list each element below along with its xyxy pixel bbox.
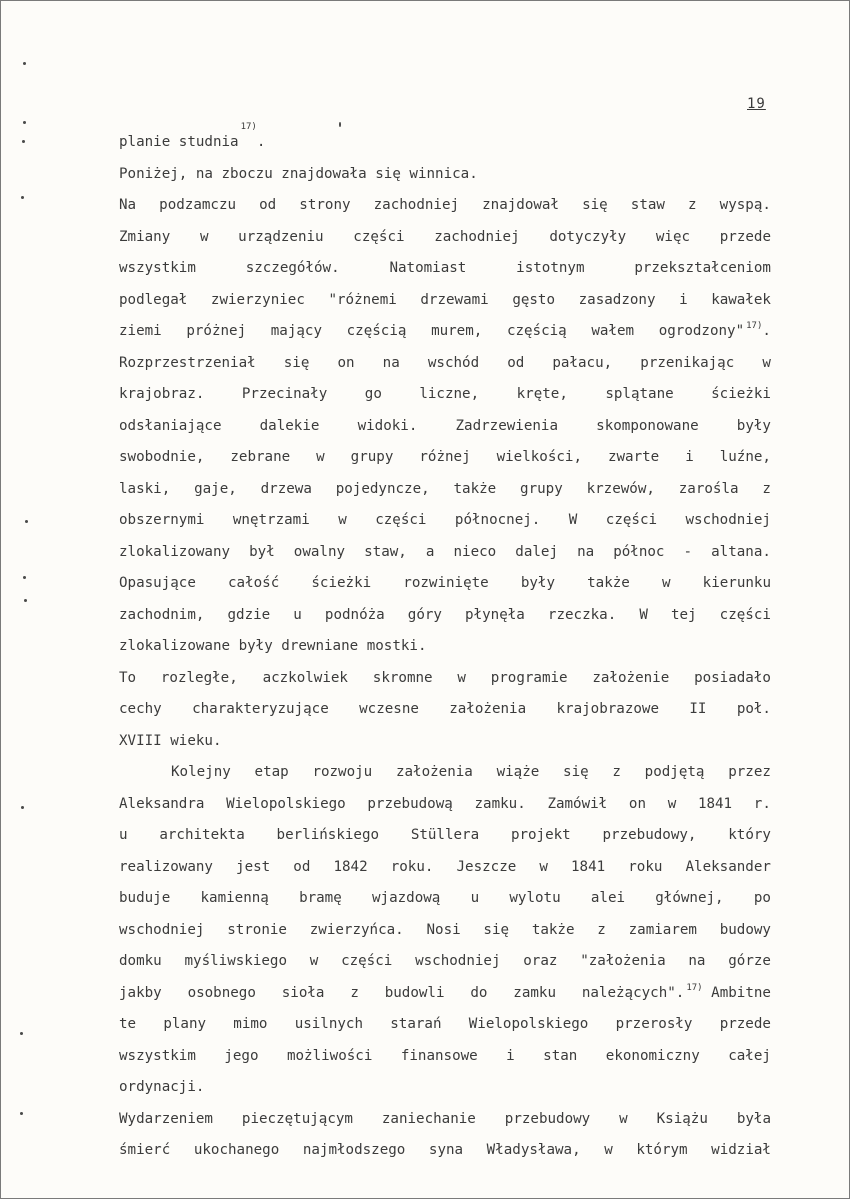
word: wszystkim: [119, 260, 196, 276]
word: buduje: [119, 890, 171, 906]
word: a: [425, 543, 435, 560]
word: przez: [728, 764, 771, 780]
word: całość: [228, 575, 280, 591]
text-line: [119, 663, 771, 695]
word: 1841: [697, 795, 733, 812]
word: realizowany: [119, 858, 213, 875]
word: części: [353, 228, 405, 245]
word: na: [577, 543, 595, 560]
word: bramę: [299, 890, 342, 906]
word: wnętrzami: [232, 512, 310, 528]
word: wjazdową: [372, 890, 441, 906]
text-line: [119, 820, 771, 852]
word: zamku.: [474, 795, 526, 812]
word: liczne,: [419, 386, 480, 402]
word: części: [375, 512, 427, 528]
word: ukochanego: [193, 1142, 280, 1158]
word: z: [597, 921, 606, 938]
word: wyspą.: [719, 197, 771, 213]
word: Zadrzewienia: [455, 417, 559, 434]
word: wiąże: [496, 764, 540, 780]
word: się: [563, 764, 589, 780]
word: na: [688, 953, 706, 969]
word: szczegółów.: [245, 260, 340, 276]
word: syna: [428, 1142, 464, 1158]
scan-speck: [21, 196, 24, 199]
word: staw,: [364, 543, 407, 560]
text-line: [119, 726, 771, 758]
footnote-reference: 17): [686, 982, 703, 993]
word: przebudowy,: [602, 827, 697, 843]
word: finansowe: [400, 1047, 478, 1064]
word: w: [762, 354, 771, 371]
word: wschodniej: [685, 512, 771, 528]
text-line: [119, 379, 771, 411]
word: projekt: [510, 827, 571, 843]
word: splątane: [605, 386, 674, 402]
word: północnej.: [454, 512, 541, 528]
word: odsłaniające: [119, 417, 222, 434]
word: Opasujące: [119, 575, 196, 591]
word: owalny: [293, 543, 346, 560]
word: w: [338, 512, 347, 528]
word: przede: [719, 228, 771, 245]
word: usilnych: [294, 1016, 364, 1032]
word: przekształceniom: [634, 260, 771, 276]
word: programie: [490, 669, 568, 686]
word: on: [337, 354, 355, 371]
text-line: [119, 474, 771, 506]
word: wschodniej: [119, 921, 205, 938]
word: przenikając: [640, 354, 735, 371]
word: alei: [590, 890, 626, 906]
word: od: [507, 354, 525, 371]
word: od: [259, 197, 277, 213]
text-line: [119, 537, 771, 569]
word: Stüllera: [410, 827, 480, 843]
word: śmierć: [119, 1142, 171, 1158]
word: ekonomiczny: [605, 1047, 700, 1064]
word: skomponowane: [596, 417, 699, 434]
word: posiadało: [694, 669, 771, 686]
word: w: [619, 1110, 628, 1127]
word: w: [661, 575, 671, 591]
text-line: [119, 946, 771, 978]
word: po: [753, 890, 771, 906]
word: w: [316, 449, 325, 465]
word: i: [506, 1047, 515, 1064]
word: wylotu: [509, 890, 561, 906]
word: Przecinały: [241, 386, 328, 402]
word: Jeszcze: [456, 858, 517, 875]
word: urządzeniu: [238, 228, 324, 245]
word: założenia: [395, 764, 473, 780]
line-text: zlokalizowane były drewniane mostki.: [119, 638, 427, 654]
word: zwarte: [607, 449, 660, 465]
word: plany: [163, 1016, 207, 1032]
word: dalekie: [259, 417, 320, 434]
text-line: [119, 411, 771, 443]
word: luźne,: [719, 449, 771, 465]
word: "różnemi: [328, 291, 397, 308]
word: cechy: [119, 701, 162, 717]
word: i: [685, 449, 694, 465]
word: była: [736, 1110, 771, 1127]
word: kierunku: [702, 575, 771, 591]
word: murem,: [431, 323, 483, 339]
word: Zmiany: [119, 228, 171, 245]
word: całej: [728, 1047, 771, 1064]
text-line: [119, 568, 771, 600]
word: założenia: [449, 701, 527, 717]
word: osobnego: [187, 984, 256, 1001]
word: na: [382, 354, 400, 371]
word: architekta: [159, 827, 245, 843]
word: mający: [270, 323, 323, 339]
text-line: [119, 1009, 771, 1041]
word: istotnym: [516, 260, 585, 276]
scan-speck: [25, 520, 28, 523]
word: To: [119, 669, 137, 686]
word: Nosi: [426, 921, 461, 938]
word: którym: [636, 1142, 688, 1158]
word: wczesne: [359, 701, 419, 717]
word: tej: [670, 606, 697, 623]
word: płynęła: [465, 606, 525, 623]
word: go: [364, 386, 382, 402]
line-text: XVIII wieku.: [119, 732, 222, 749]
word: Natomiast: [389, 260, 467, 276]
text-line: [119, 253, 771, 285]
word: z: [612, 764, 621, 780]
word: Wielopolskiego: [226, 795, 346, 812]
word: się: [582, 197, 608, 213]
text-line: [119, 757, 771, 789]
word: w: [309, 953, 319, 969]
word: jego: [224, 1047, 259, 1064]
word: przebudową: [367, 795, 453, 812]
text-line: [119, 1104, 771, 1136]
word: stan: [543, 1047, 578, 1064]
word: który: [728, 827, 771, 843]
word: podjętą: [644, 764, 705, 780]
word: starań: [390, 1016, 442, 1032]
word: Aleksander: [685, 858, 771, 875]
word: kręte,: [516, 386, 568, 402]
word: skromne: [372, 669, 433, 686]
word: Zamówił: [547, 795, 608, 812]
word: budowy: [719, 921, 771, 938]
text-line: [119, 1041, 771, 1073]
line-text: planie studnia: [119, 134, 239, 150]
word: zachodniej: [434, 228, 520, 245]
word: pojedyncze,: [335, 480, 430, 497]
word: stronie: [227, 921, 287, 938]
word: swobodnie,: [119, 449, 205, 465]
word: do: [470, 984, 488, 1001]
line-text-tail: Ambitne: [702, 984, 771, 1001]
word: góry: [407, 606, 442, 623]
page-number: 19: [747, 96, 766, 112]
word: strony: [299, 197, 351, 213]
scan-speck: [24, 599, 27, 602]
word: Wydarzeniem: [119, 1110, 213, 1127]
word: głównej,: [655, 890, 724, 906]
word: oraz: [523, 953, 558, 969]
word: nieco: [453, 543, 497, 560]
word: Władysława,: [486, 1142, 581, 1158]
word: części: [605, 512, 658, 528]
word: wschód: [427, 354, 480, 371]
word: przebudowy: [504, 1110, 591, 1127]
text-line: [119, 159, 771, 191]
word: kamienną: [200, 890, 269, 906]
word: myśliwskiego: [184, 953, 287, 969]
word: W: [639, 606, 648, 623]
word: ogrodzony" $^{17)}$.: [658, 321, 771, 339]
scan-speck: [21, 806, 24, 809]
word: zamiarem: [628, 921, 697, 938]
word: zarośla: [678, 480, 739, 497]
word: były: [736, 417, 771, 434]
word: domku: [119, 953, 162, 969]
text-line: [119, 348, 771, 380]
word: II: [689, 701, 707, 717]
word: -: [683, 543, 693, 560]
word: etap: [254, 764, 289, 780]
text-line: [119, 190, 771, 222]
word: budowli: [384, 984, 445, 1001]
word: częścią: [506, 323, 567, 339]
word: drzewami: [420, 291, 489, 308]
word: części: [719, 606, 771, 623]
word: w: [539, 858, 548, 875]
word: zaniechanie: [381, 1110, 476, 1127]
word: laski,: [119, 480, 171, 497]
body-text: [119, 122, 771, 1167]
word: pieczętującym: [241, 1110, 353, 1127]
text-line: [119, 442, 771, 474]
word: północ: [613, 543, 665, 560]
word: drzewa: [260, 480, 312, 497]
word: W: [568, 512, 578, 528]
word: widoki.: [357, 417, 418, 434]
word: dotyczyły: [549, 228, 627, 245]
word: więc: [655, 228, 691, 245]
word: z: [350, 984, 359, 1001]
text-line: [119, 978, 771, 1010]
word: Na: [119, 197, 137, 213]
text-line: [119, 1072, 771, 1104]
text-line: [119, 1135, 771, 1167]
word: z: [688, 197, 697, 213]
word: z: [762, 480, 771, 497]
word: zlokalizowany: [119, 543, 231, 560]
word: także: [531, 921, 575, 938]
word: sioła: [281, 984, 325, 1001]
word: także: [453, 480, 497, 497]
word: on: [628, 795, 647, 812]
word: się: [283, 354, 310, 371]
word: pałacu,: [552, 354, 613, 371]
word: berlińskiego: [276, 827, 380, 843]
word: ścieżki: [711, 386, 771, 402]
word: Kolejny: [171, 764, 231, 780]
word: roku.: [390, 858, 434, 875]
text-line: [119, 222, 771, 254]
scan-speck: [339, 122, 341, 127]
line-text: Poniżej, na zboczu znajdowała się winnica.: [119, 165, 478, 182]
word: zwierzyniec: [210, 291, 305, 308]
word: Aleksandra: [119, 795, 205, 812]
word: także: [587, 575, 630, 591]
word: te: [119, 1016, 137, 1032]
word: częścią: [346, 323, 407, 339]
word: ścieżki: [311, 575, 372, 591]
word: i: [679, 291, 688, 308]
word: się: [483, 921, 510, 938]
word: gdzie: [227, 606, 271, 623]
text-line: [119, 600, 771, 632]
word: w: [457, 669, 466, 686]
text-line: [119, 789, 771, 821]
scan-speck: [22, 140, 25, 143]
scan-speck: [23, 121, 26, 124]
word: rozwoju: [312, 764, 373, 780]
word: rozwinięte: [403, 575, 489, 591]
word: rozległe,: [160, 669, 238, 686]
word: krzewów,: [586, 480, 655, 497]
text-line: [119, 883, 771, 915]
word: podzamczu: [159, 197, 237, 213]
word: części: [341, 953, 393, 969]
word: górze: [728, 953, 771, 969]
word: roku: [628, 858, 663, 875]
text-line: [119, 694, 771, 726]
word: wschodniej: [415, 953, 501, 969]
word: zebrane: [230, 449, 291, 465]
word: najmłodszego: [302, 1142, 406, 1158]
footnote-reference: 17): [240, 122, 257, 132]
word: rzeczka.: [547, 606, 617, 623]
word: r.: [753, 795, 771, 812]
word: Książu: [656, 1110, 708, 1127]
word: podlegał: [119, 291, 188, 308]
word: aczkolwiek: [262, 669, 348, 686]
word: próżnej: [186, 323, 247, 339]
scan-speck: [20, 1112, 23, 1115]
line-text-tail: .: [762, 323, 771, 339]
text-line: [119, 915, 771, 947]
word: zamku: [513, 984, 556, 1001]
word: u: [119, 827, 128, 843]
text-line: [119, 122, 771, 159]
text-line: [119, 852, 771, 884]
word: w: [667, 795, 677, 812]
scan-speck: [20, 1032, 23, 1035]
word: charakteryzujące: [192, 701, 329, 717]
word: zasadzony: [578, 291, 656, 308]
word: od: [293, 858, 311, 875]
word: zachodnim,: [119, 606, 205, 623]
word: mimo: [233, 1016, 268, 1032]
word: były: [520, 575, 556, 591]
word: poł.: [736, 701, 771, 717]
word: należących". $^{17)}$ Ambitne: [581, 982, 771, 1001]
word: krajobrazowe: [556, 701, 659, 717]
word: przerosły: [615, 1016, 693, 1032]
word: grupy: [520, 480, 563, 497]
word: "założenia: [580, 953, 666, 969]
word: różnej: [419, 449, 471, 465]
word: u: [293, 606, 302, 623]
word: Wielopolskiego: [468, 1016, 589, 1032]
word: jakby: [119, 984, 162, 1001]
text-line: [119, 505, 771, 537]
word: dalej: [515, 543, 558, 560]
word: znajdował: [482, 197, 559, 213]
footnote-reference: 17): [746, 321, 763, 331]
word: krajobraz.: [119, 386, 205, 402]
word: założenie: [592, 669, 670, 686]
word: wszystkim: [119, 1047, 196, 1064]
text-line: [119, 285, 771, 317]
line-text-tail: .: [256, 134, 266, 150]
word: zachodniej: [373, 197, 460, 213]
word: 1842: [333, 858, 368, 875]
word: przede: [719, 1016, 771, 1032]
scan-speck: [23, 576, 26, 579]
line-text: ordynacji.: [119, 1079, 205, 1095]
word: był: [249, 543, 275, 560]
word: grupy: [350, 449, 394, 465]
word: gaje,: [194, 480, 237, 497]
word: 1841: [571, 858, 606, 875]
word: kawałek: [711, 291, 771, 308]
text-line: [119, 316, 771, 348]
word: wałem: [591, 323, 635, 339]
word: altana.: [711, 543, 771, 560]
word: jest: [236, 858, 271, 875]
word: Rozprzestrzeniał: [119, 354, 256, 371]
word: obszernymi: [119, 512, 205, 528]
word: wielkości,: [496, 449, 582, 465]
text-line: [119, 631, 771, 663]
word: staw: [630, 197, 665, 213]
word: możliwości: [286, 1047, 373, 1064]
scan-speck: [23, 62, 26, 65]
word: u: [470, 890, 480, 906]
word: ziemi: [119, 323, 162, 339]
word: w: [604, 1142, 613, 1158]
word: podnóża: [324, 606, 385, 623]
word: zwierzyńca.: [309, 921, 404, 938]
word: gęsto: [512, 291, 556, 308]
word: w: [199, 228, 209, 245]
word: widział: [711, 1142, 771, 1158]
